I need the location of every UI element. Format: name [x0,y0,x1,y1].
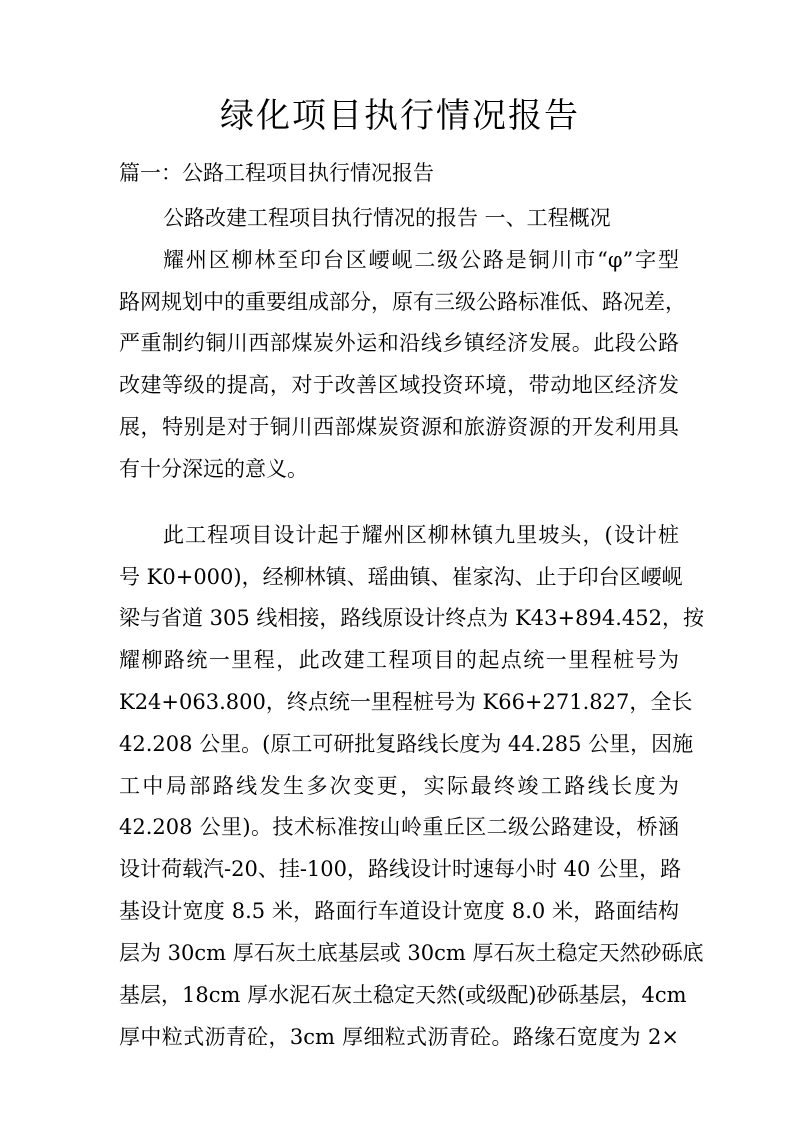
paragraph-line: 耀柳路统一里程，此改建工程项目的起点统一里程桩号为 [119,648,679,672]
paragraph-line: 42.208 公里。(原工可研批复路线长度为 44.285 公里，因施 [119,732,694,756]
paragraph-line: 42.208 公里)。技术标准按山岭重丘区二级公路建设，桥涵 [119,815,679,839]
paragraph-line: 工中局部路线发生多次变更，实际最终竣工路线长度为 [119,774,679,798]
paragraph-line: 设计荷载汽-20、挂-100，路线设计时速每小时 40 公里，路 [119,857,682,881]
paragraph-line: 梁与省道 305 线相接，路线原设计终点为 K43+894.452，按 [119,606,704,630]
document-title: 绿化项目执行情况报告 [220,96,580,136]
paragraph-line: 此工程项目设计起于耀州区柳林镇九里坡头，(设计桩 [163,523,679,547]
paragraph-line: 有十分深远的意义。 [119,457,308,481]
paragraph-line: 耀州区柳林至印台区崾岘二级公路是铜川市“φ”字型 [163,248,679,272]
paragraph-line: 基层，18cm 厚水泥石灰土稳定天然(或级配)砂砾基层，4cm [119,983,687,1007]
subheading: 公路改建工程项目执行情况的报告 一、工程概况 [163,206,611,230]
paragraph-line: 严重制约铜川西部煤炭外运和沿线乡镇经济发展。此段公路 [119,331,679,355]
paragraph-line: K24+063.800，终点统一里程桩号为 K66+271.827，全长 [119,690,693,714]
paragraph-line: 厚中粒式沥青砼，3cm 厚细粒式沥青砼。路缘石宽度为 2× [119,1025,679,1049]
paragraph-line: 号 K0+000)，经柳林镇、瑶曲镇、崔家沟、止于印台区崾岘 [119,565,683,589]
paragraph-line: 展，特别是对于铜川西部煤炭资源和旅游资源的开发利用具 [119,415,679,439]
paragraph-line: 基设计宽度 8.5 米，路面行车道设计宽度 8.0 米，路面结构 [119,899,679,923]
paragraph-line: 改建等级的提高，对于改善区域投资环境，带动地区经济发 [119,373,679,397]
section-heading: 篇一：公路工程项目执行情况报告 [119,161,434,185]
paragraph-line: 层为 30cm 厚石灰土底基层或 30cm 厚石灰土稳定天然砂砾底 [119,941,704,965]
paragraph-line: 路网规划中的重要组成部分，原有三级公路标准低、路况差， [119,290,686,314]
